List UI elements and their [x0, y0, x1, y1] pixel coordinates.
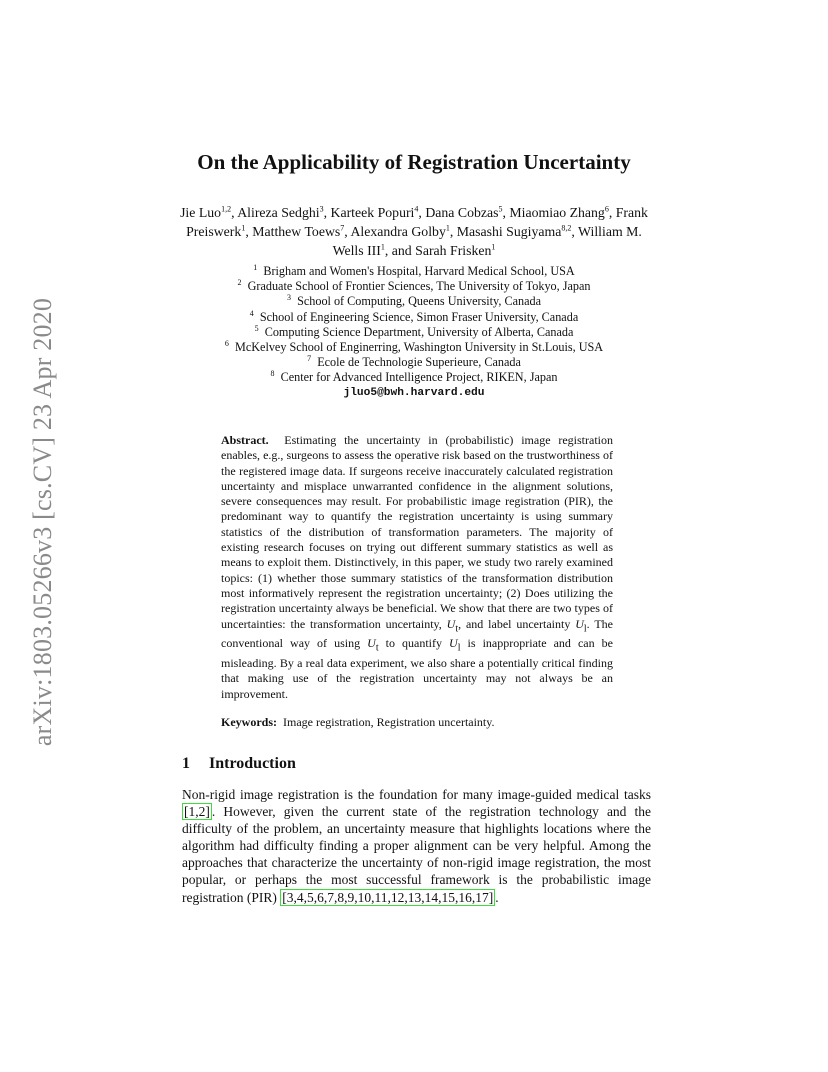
intro-paragraph: Non-rigid image registration is the foundation for many image-guided medical tasks [1,2] . However, given the current state of the registration technology and the difficulty of the problem, an uncertainty measure that highlights locations where the algorithm had difficulty finding a proper alignment can be very helpful. Among the approaches that characterize the uncertainty of non-rigid image registration, the most popular, or perhaps the most successful framework is the probabilistic image registration (PIR) [3,4,5,6,7,8,9,10,11,12,13,14,15,16,17] .	[182, 787, 651, 905]
section-title: Introduction	[209, 755, 296, 772]
author: Matthew Toews$^7$	[252, 223, 345, 239]
affiliation: $^2$ Graduate School of Frontier Sciences, The University of Tokyo, Japan	[237, 278, 591, 294]
citation-link[interactable]: [1,2]	[184, 804, 210, 820]
arxiv-stamp-text: arXiv:1803.05266v3 [cs.CV] 23 Apr 2020	[28, 297, 57, 747]
author-email[interactable]: jluo5@bwh.harvard.edu	[343, 386, 485, 399]
paper-title: On the Applicability of Registration Uncertainty	[197, 150, 631, 174]
affiliation: $^1$ Brigham and Women's Hospital, Harvard Medical School, USA	[253, 262, 575, 278]
author: William M. Wells III$^1$	[332, 224, 642, 258]
author: Dana Cobzas$^5$	[425, 204, 503, 220]
section-heading	[182, 755, 296, 773]
keywords	[221, 715, 613, 730]
section-number: 1	[182, 755, 190, 772]
author: Masashi Sugiyama$^{8,2}$	[456, 223, 572, 239]
author-list: Jie Luo$^{1,2}$, Alireza Sedghi$^3$, Karteek Popuri$^4$, Dana Cobzas$^5$, Miaomiao Zhang$^6$, Frank Preiswerk$^1$, Matthew Toews$^7$, Alexandra Golby$^1$, Masashi Sugiyama$^{8,2}$, William M. Wells III$^1$, and Sarah Frisken$^1$	[180, 204, 648, 258]
affiliation: $^3$ School of Computing, Queens University, Canada	[286, 293, 542, 309]
affiliation-list	[170, 264, 658, 401]
author: Alexandra Golby$^1$	[350, 223, 450, 239]
author: Karteek Popuri$^4$	[330, 204, 419, 220]
affiliation: $^8$ Center for Advanced Intelligence Project, RIKEN, Japan	[270, 369, 558, 385]
keywords-label: Keywords:	[221, 715, 277, 729]
abstract-label: Abstract.	[221, 433, 269, 447]
affiliation: $^7$ Ecole de Technologie Superieure, Canada	[307, 354, 521, 370]
author: Miaomiao Zhang$^6$	[509, 204, 609, 220]
arxiv-stamp	[28, 284, 58, 760]
citation-link[interactable]: [3,4,5,6,7,8,9,10,11,12,13,14,15,16,17]	[282, 889, 494, 905]
keywords-text: Image registration, Registration uncertainty.	[283, 715, 495, 729]
affiliation: $^5$ Computing Science Department, University of Alberta, Canada	[254, 323, 574, 339]
author: Jie Luo$^{1,2}$	[180, 204, 232, 220]
author: Sarah Frisken$^1$	[415, 242, 496, 258]
affiliation: $^4$ School of Engineering Science, Simon Fraser University, Canada	[249, 308, 579, 324]
author: Alireza Sedghi$^3$	[237, 204, 324, 220]
affiliation: $^6$ McKelvey School of Enginerring, Washington University in St.Louis, USA	[224, 338, 604, 355]
author: Frank Preiswerk$^1$	[186, 205, 648, 239]
abstract: Abstract. Estimating the uncertainty in (probabilistic) image registration enables, e.g., surgeons to assess the operative risk based on the trustworthiness of the registered image data. If surgeons receive inaccurately calculated registration uncertainty and misplace unwarranted confidence in the alignment solutions, severe consequences may result. For probabilistic image registration (PIR), the predominant way to quantify the registration uncertainty is using summary statistics of the distribution of transformation parameters. The majority of existing research focuses on trying out different summary statistics as well as means to exploit them. Distinctively, in this paper, we study two rarely examined topics: (1) whether those summary statistics of the transformation distribution most informatively represent the registration uncertainty; (2) Does utilizing the registration uncertainty always be beneficial. We show that there are two types of uncertainties: the transformation uncertainty, $U_t$, and label uncertainty $U_l$. The conventional way of using $U_t$ to quantify $U_l$ is inappropriate and can be misleading. By a real data experiment, we also share a potentially critical finding that making use of the registration uncertainty may not always be an improvement.	[221, 433, 613, 701]
